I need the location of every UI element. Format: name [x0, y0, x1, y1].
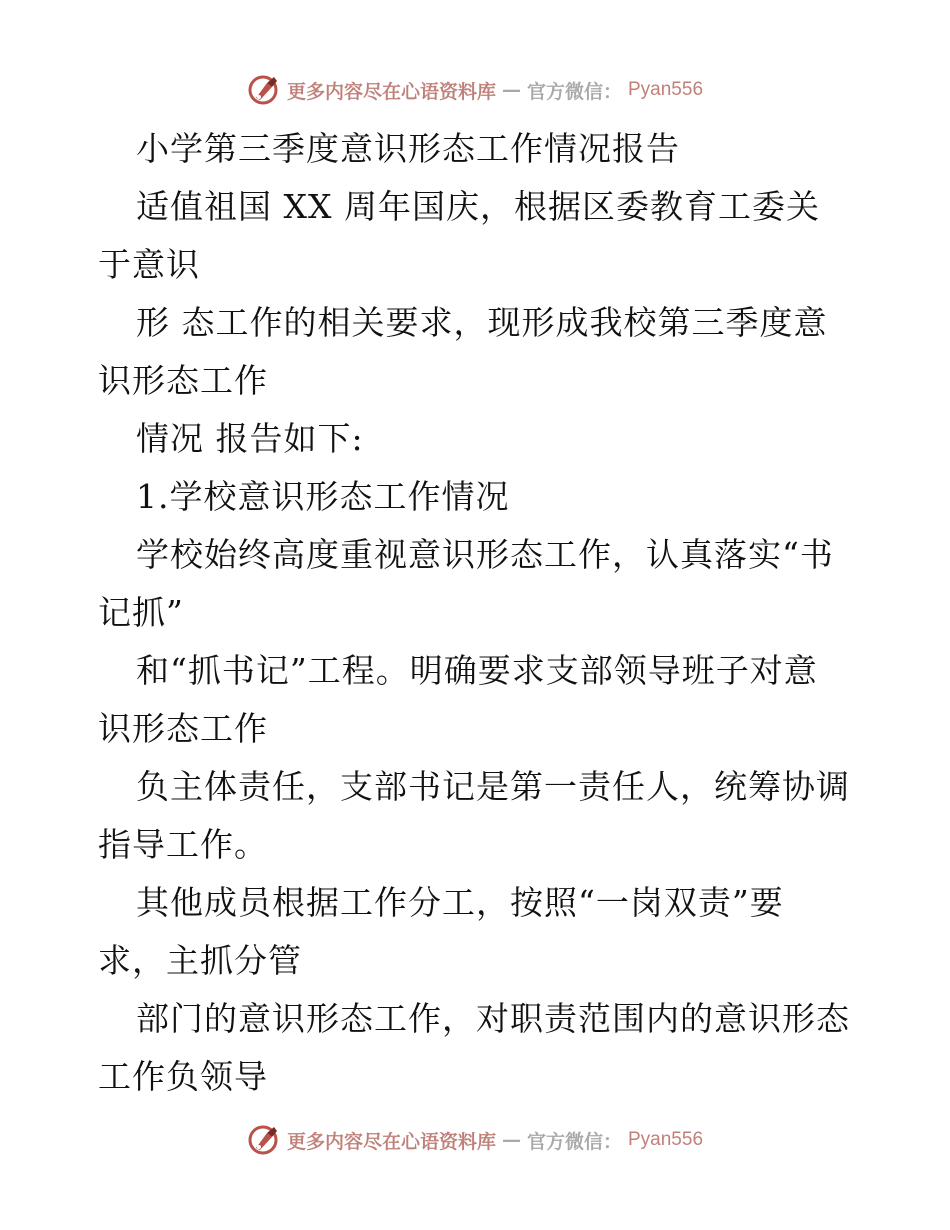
- watermark-id: Pyan556: [628, 79, 704, 100]
- text-line: 记抓”: [98, 593, 184, 632]
- text-line: 于意识: [98, 245, 200, 284]
- text-line: 求，主抓分管: [98, 941, 302, 980]
- watermark-id: Pyan556: [628, 1129, 704, 1150]
- text-line: 和“抓书记”工程。明确要求支部领导班子对意: [136, 651, 818, 690]
- text-line: 负主体责任，支部书记是第一责任人，统筹协调: [136, 767, 850, 806]
- text-line: 情况 报告如下:: [136, 419, 364, 458]
- text-line: 部门的意识形态工作，对职责范围内的意识形态: [136, 999, 850, 1038]
- watermark-main-text: 更多内容尽在心语资料库: [286, 80, 496, 103]
- document-body: [98, 120, 853, 1106]
- text-line: 识形态工作: [98, 709, 268, 748]
- watermark-side-text: 官方微信：: [526, 1130, 622, 1153]
- text-line: 小学第三季度意识形态工作情况报告: [136, 129, 680, 168]
- text-line: 识形态工作: [98, 361, 268, 400]
- header-watermark: [0, 70, 950, 110]
- text-line: 工作负领导: [98, 1057, 268, 1096]
- text-line: 其他成员根据工作分工，按照“一岗双责”要: [136, 883, 784, 922]
- text-line: 适值祖国 XX 周年国庆，根据区委教育工委关: [136, 187, 820, 226]
- footer-watermark: [0, 1120, 950, 1160]
- text-line: 学校始终高度重视意识形态工作，认真落实“书: [136, 535, 834, 574]
- pen-logo-icon: [247, 1123, 281, 1157]
- watermark-side-text: 官方微信：: [526, 80, 622, 103]
- text-line: 指导工作。: [98, 825, 268, 864]
- watermark-dash: —: [501, 1129, 521, 1151]
- text-line: 形 态工作的相关要求，现形成我校第三季度意: [136, 303, 828, 342]
- pen-logo-icon: [247, 73, 281, 107]
- watermark-main-text: 更多内容尽在心语资料库: [286, 1130, 496, 1153]
- text-line: 1.学校意识形态工作情况: [136, 477, 510, 516]
- watermark-dash: —: [501, 79, 521, 101]
